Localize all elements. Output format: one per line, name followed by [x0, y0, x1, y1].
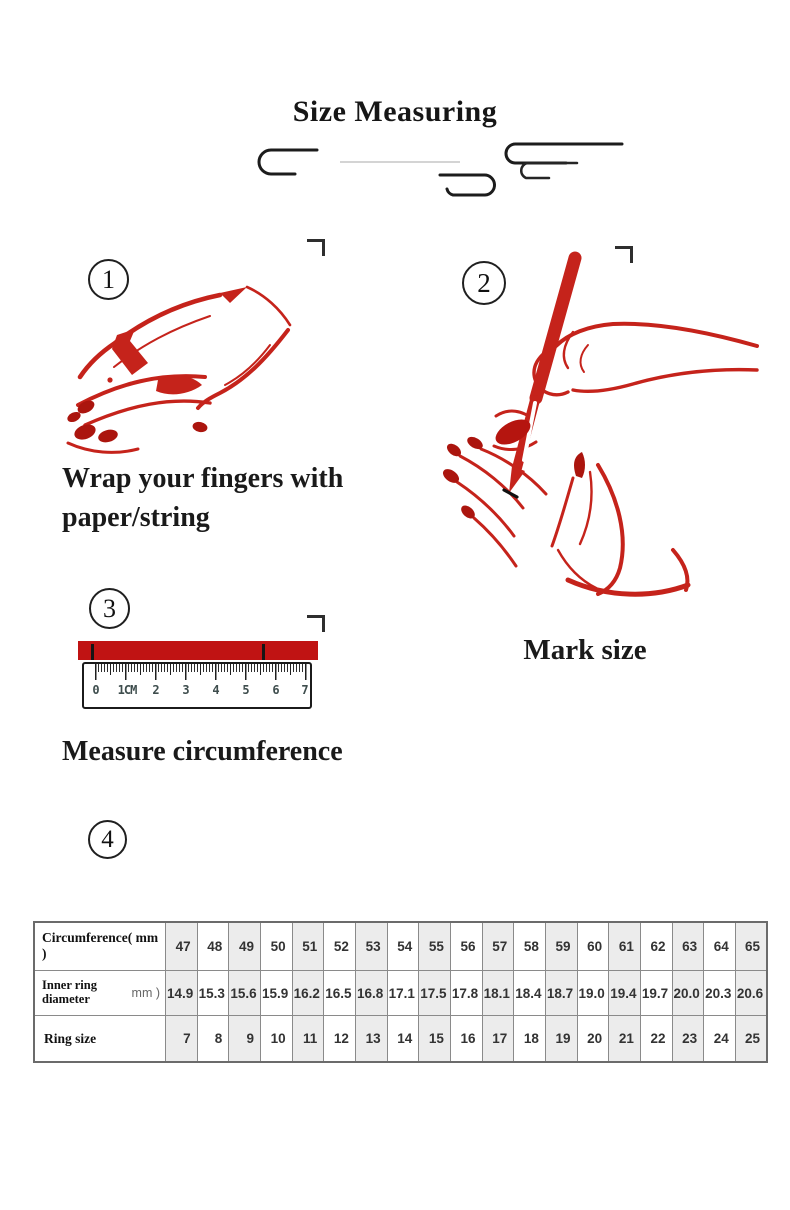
size-cell: 18.1: [482, 971, 514, 1016]
ruler-label: 7: [301, 683, 309, 697]
size-cell: 22: [640, 1016, 672, 1063]
step-number: 4: [101, 825, 114, 853]
size-cell: 60: [577, 922, 609, 971]
step-number: 1: [102, 264, 115, 294]
size-cell: 54: [387, 922, 419, 971]
row-label-cell: [34, 922, 166, 971]
size-cell: 48: [197, 922, 229, 971]
size-cell: 58: [514, 922, 546, 971]
row-label-cell: [34, 971, 166, 1016]
corner-mark-icon: [307, 239, 325, 256]
ruler-ticks: [95, 664, 307, 681]
size-cell: 13: [355, 1016, 387, 1063]
size-cell: 63: [672, 922, 704, 971]
size-cell: 55: [419, 922, 451, 971]
size-cell: 47: [166, 922, 198, 971]
size-cell: 10: [260, 1016, 292, 1063]
size-cell: 9: [229, 1016, 261, 1063]
size-cell: 17.1: [387, 971, 419, 1016]
step-number: 3: [103, 593, 116, 623]
ruler-label: 6: [272, 683, 280, 697]
ruler-label: 1CM: [117, 683, 137, 697]
size-cell: 16.2: [292, 971, 324, 1016]
hands-marking-illustration: [438, 250, 760, 600]
corner-mark-icon: [307, 615, 325, 632]
size-cell: 20: [577, 1016, 609, 1063]
size-cell: 56: [450, 922, 482, 971]
ruler-label: 0: [92, 683, 100, 697]
row-label-cell: [34, 1016, 166, 1063]
size-cell: 24: [704, 1016, 736, 1063]
table-row: [34, 922, 767, 971]
size-cell: 15.6: [229, 971, 261, 1016]
size-cell: 16.5: [324, 971, 356, 1016]
size-cell: 64: [704, 922, 736, 971]
size-cell: 17.5: [419, 971, 451, 1016]
step-1-caption: Wrap your fingers with paper/string: [62, 463, 344, 533]
ring-size-table-body: [34, 922, 767, 1062]
size-cell: 61: [609, 922, 641, 971]
paper-strip: [78, 641, 318, 660]
size-cell: 19.0: [577, 971, 609, 1016]
size-cell: 17.8: [450, 971, 482, 1016]
ring-size-table: [33, 921, 768, 1063]
row-label: Circumference( mm ): [42, 930, 159, 961]
strip-mark: [262, 644, 265, 660]
size-cell: 14: [387, 1016, 419, 1063]
size-cell: 16.8: [355, 971, 387, 1016]
size-cell: 62: [640, 922, 672, 971]
step-3-badge: [89, 588, 130, 629]
step-2-caption: Mark size: [523, 634, 647, 666]
size-cell: 59: [545, 922, 577, 971]
size-cell: 57: [482, 922, 514, 971]
ruler-illustration: [78, 641, 318, 713]
size-cell: 20.3: [704, 971, 736, 1016]
ruler-label: 5: [242, 683, 250, 697]
size-cell: 11: [292, 1016, 324, 1063]
ruler-label: 2: [152, 683, 160, 697]
size-cell: 21: [609, 1016, 641, 1063]
size-cell: 18: [514, 1016, 546, 1063]
size-cell: 65: [735, 922, 767, 971]
mark-line: [504, 490, 517, 497]
ruler-label: 3: [182, 683, 190, 697]
size-cell: 19.4: [609, 971, 641, 1016]
size-cell: 53: [355, 922, 387, 971]
size-cell: 7: [166, 1016, 198, 1063]
hand-wrap-illustration: [60, 285, 295, 455]
size-cell: 52: [324, 922, 356, 971]
row-label-unit: mm ): [131, 986, 160, 1000]
size-cell: 51: [292, 922, 324, 971]
size-cell: 19.7: [640, 971, 672, 1016]
size-cell: 17: [482, 1016, 514, 1063]
size-cell: 23: [672, 1016, 704, 1063]
strip-mark: [91, 644, 94, 660]
size-cell: 12: [324, 1016, 356, 1063]
size-cell: 19: [545, 1016, 577, 1063]
size-cell: 15.3: [197, 971, 229, 1016]
size-cell: 20.6: [735, 971, 767, 1016]
size-cell: 18.4: [514, 971, 546, 1016]
size-cell: 50: [260, 922, 292, 971]
step-4-badge: [88, 820, 127, 859]
size-cell: 25: [735, 1016, 767, 1063]
step-number: 2: [477, 267, 491, 298]
size-cell: 18.7: [545, 971, 577, 1016]
size-cell: 8: [197, 1016, 229, 1063]
cloud-swirl-icon: [225, 118, 645, 208]
ruler-body: [82, 662, 312, 709]
size-cell: 14.9: [166, 971, 198, 1016]
size-cell: 49: [229, 922, 261, 971]
page-title: Size Measuring: [292, 95, 498, 128]
step-3-caption: Measure circumference: [62, 736, 343, 767]
size-cell: 15: [419, 1016, 451, 1063]
size-cell: 16: [450, 1016, 482, 1063]
row-label: Inner ring diameter: [42, 978, 97, 1006]
table-row: [34, 971, 767, 1016]
size-cell: 20.0: [672, 971, 704, 1016]
row-label: Ring size: [44, 1030, 97, 1046]
ruler-label: 4: [212, 683, 220, 697]
table-row: [34, 1016, 767, 1063]
size-cell: 15.9: [260, 971, 292, 1016]
